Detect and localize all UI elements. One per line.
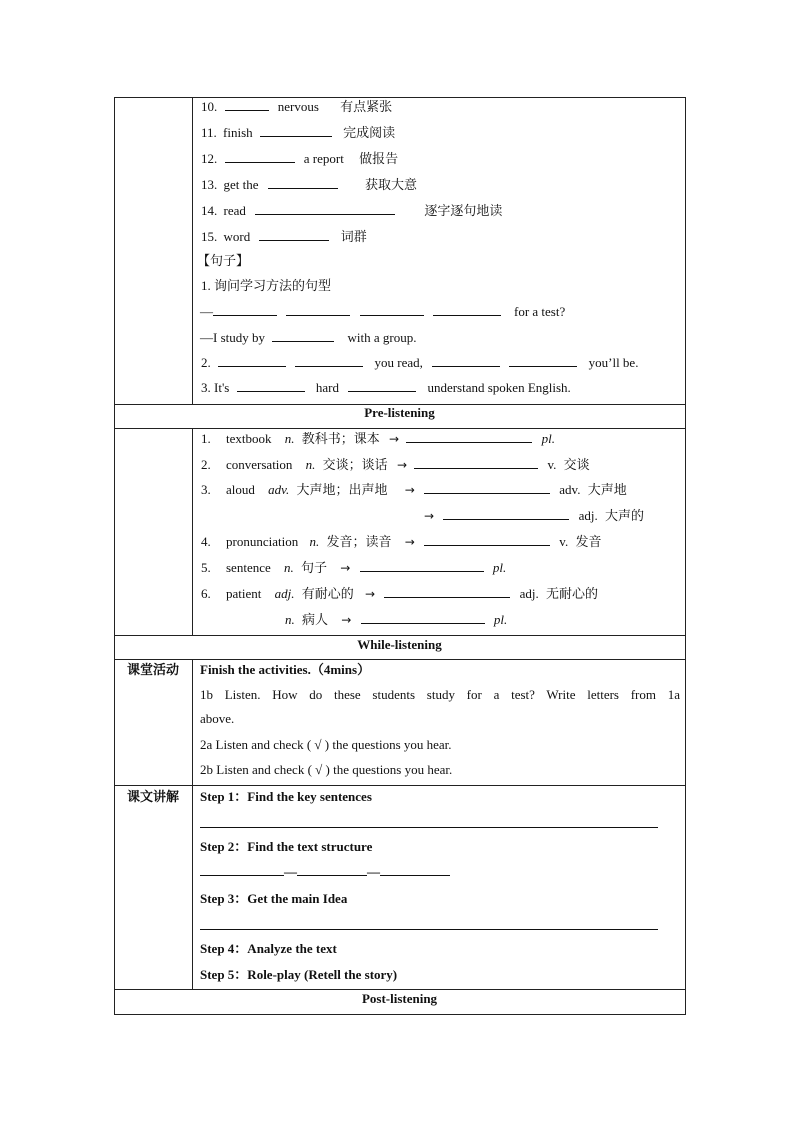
answer-blank[interactable] — [414, 457, 538, 469]
table-border-left — [114, 97, 115, 1015]
sentence-text: hard — [315, 380, 339, 395]
answer-blank[interactable] — [348, 380, 416, 392]
sentence-1-title: 1. 询问学习方法的句型 — [201, 278, 332, 293]
sentence-text: understand spoken English. — [427, 380, 571, 395]
row-divider — [114, 785, 686, 786]
item-number: 12. — [201, 151, 218, 166]
arrow-icon: → — [340, 561, 351, 575]
phrase-text: word — [223, 229, 251, 244]
answer-blank[interactable] — [361, 612, 485, 624]
finish-activities: Finish the activities.（4mins） — [200, 662, 371, 677]
table-border-bottom — [114, 1014, 686, 1015]
answer-line[interactable] — [200, 827, 658, 828]
answer-blank[interactable] — [384, 586, 510, 598]
chinese-meaning: 做报告 — [359, 151, 399, 166]
item-number: 13. — [201, 177, 218, 192]
phrase-text: finish — [223, 125, 253, 140]
chinese-meaning: 完成阅读 — [343, 125, 396, 140]
answer-blank[interactable] — [297, 864, 367, 876]
answer-blank[interactable] — [259, 229, 329, 241]
answer-blank[interactable] — [443, 508, 569, 520]
sentence-text: you’ll be. — [588, 355, 639, 370]
section-title-pre-listening: Pre-listening — [364, 405, 435, 420]
activity-1b-line1: 1b Listen. How do these students study for a test? Write letters from 1a — [200, 687, 680, 702]
sentence-2 — [201, 355, 638, 371]
item-number: 2. — [201, 355, 211, 370]
answer-blank[interactable] — [218, 355, 286, 367]
vocab-item-14 — [201, 203, 502, 219]
answer-blank[interactable] — [432, 355, 500, 367]
answer-blank[interactable] — [272, 330, 334, 342]
answer-blank[interactable] — [509, 355, 577, 367]
vocab-item-13 — [201, 177, 417, 193]
chinese-meaning: 词群 — [340, 229, 367, 244]
sentence-text: for a test? — [514, 304, 566, 319]
sentence-1-question — [200, 304, 565, 320]
answer-line[interactable] — [200, 929, 658, 930]
answer-blank[interactable] — [237, 380, 305, 392]
answer-blank[interactable] — [360, 304, 424, 316]
item-number: 14. — [201, 203, 218, 218]
item-number: 15. — [201, 229, 218, 244]
answer-blank[interactable] — [200, 864, 284, 876]
step-5: Step 5：Role-play (Retell the story) — [200, 967, 398, 982]
arrow-icon: → — [404, 535, 415, 549]
chinese-meaning: 逐字逐句地读 — [424, 203, 503, 218]
activity-1b-line2: above. — [200, 711, 235, 726]
word-row-2: 2. conversation n. 交谈；谈话 → v. 交谈 — [201, 457, 590, 472]
structure-blanks: — — — [200, 864, 450, 880]
arrow-icon: → — [341, 613, 352, 627]
sentences-header: 【句子】 — [197, 253, 250, 268]
answer-blank[interactable] — [433, 304, 501, 316]
arrow-icon: → — [365, 587, 376, 601]
step-2: Step 2：Find the text structure — [200, 839, 373, 854]
section-title-while-listening: While-listening — [357, 637, 442, 652]
word-row-6b: n. 病人 → pl. — [285, 612, 508, 627]
answer-blank[interactable] — [360, 560, 484, 572]
section-title-post-listening: Post-listening — [361, 991, 438, 1006]
text-explain-label: 课文讲解 — [126, 789, 179, 804]
arrow-icon: → — [396, 458, 407, 472]
answer-blank[interactable] — [225, 99, 269, 111]
column-divider — [192, 428, 193, 635]
step-3: Step 3：Get the main Idea — [200, 891, 348, 906]
item-number: 11. — [201, 125, 217, 140]
phrase-text: nervous — [277, 99, 319, 114]
word-row-5: 5. sentence n. 句子 → pl. — [201, 560, 507, 575]
vocab-item-11 — [201, 125, 395, 141]
answer-blank[interactable] — [406, 431, 532, 443]
answer-blank[interactable] — [286, 304, 350, 316]
word-row-1: 1. textbook n. 教科书；课本 → pl. — [201, 431, 555, 446]
sentence-3 — [201, 380, 571, 396]
vocab-item-12 — [201, 151, 398, 167]
sentence-text: you read, — [374, 355, 423, 370]
step-1: Step 1：Find the key sentences — [200, 789, 372, 804]
phrase-text: a report — [303, 151, 344, 166]
vocab-item-15 — [201, 229, 367, 245]
answer-blank[interactable] — [380, 864, 450, 876]
sentence-1-answer — [200, 330, 416, 346]
word-row-3: 3. aloud adv. 大声地；出声地 → adv. 大声地 — [201, 482, 627, 497]
answer-blank[interactable] — [260, 125, 332, 137]
answer-blank[interactable] — [424, 482, 550, 494]
chinese-meaning: 获取大意 — [365, 177, 418, 192]
column-divider — [192, 97, 193, 404]
vocab-item-10 — [201, 99, 392, 115]
sentence-text: with a group. — [347, 330, 417, 345]
row-divider — [114, 428, 686, 429]
sentence-text: —I study by — [200, 330, 265, 345]
word-row-6: 6. patient adj. 有耐心的 → adj. 无耐心的 — [201, 586, 598, 601]
row-divider — [114, 635, 686, 636]
arrow-icon: → — [404, 483, 415, 497]
answer-blank[interactable] — [225, 151, 295, 163]
word-row-4: 4. pronunciation n. 发音；读音 → v. 发音 — [201, 534, 602, 549]
table-border-right — [685, 97, 686, 1015]
answer-blank[interactable] — [295, 355, 363, 367]
sentence-text: 3. It's — [201, 380, 230, 395]
word-row-3b: → adj. 大声的 — [424, 508, 644, 523]
answer-blank[interactable] — [255, 203, 395, 215]
item-number: 10. — [201, 99, 218, 114]
step-4: Step 4：Analyze the text — [200, 941, 337, 956]
answer-blank[interactable] — [424, 534, 550, 546]
table-border-top — [114, 97, 686, 98]
row-divider — [114, 989, 686, 990]
dash: — — [200, 304, 213, 319]
phrase-text: get the — [223, 177, 259, 192]
activity-2a: 2a Listen and check ( √ ) the questions you hear. — [200, 737, 452, 752]
arrow-icon: → — [389, 432, 400, 446]
chinese-meaning: 有点紧张 — [340, 99, 393, 114]
answer-blank[interactable] — [268, 177, 338, 189]
arrow-icon: → — [424, 509, 435, 523]
answer-blank[interactable] — [213, 304, 277, 316]
phrase-text: read — [223, 203, 246, 218]
row-divider — [114, 659, 686, 660]
column-divider — [192, 659, 193, 989]
class-activity-label: 课堂活动 — [126, 662, 179, 677]
activity-2b: 2b Listen and check ( √ ) the questions you hear. — [200, 762, 453, 777]
